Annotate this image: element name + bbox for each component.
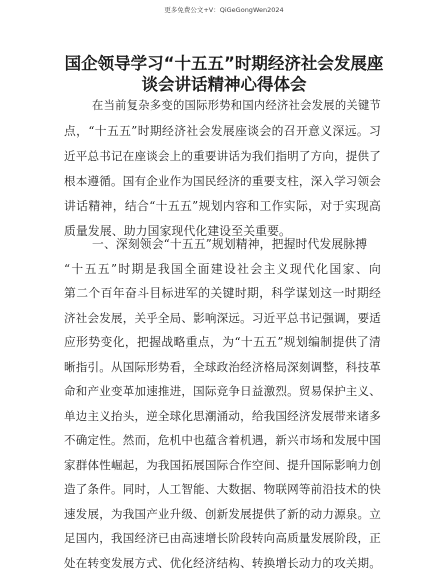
- text-line: 点，“十五五”时期经济社会发展座谈会的召开意义深远。习: [64, 124, 381, 138]
- text-line: 不确定性。然而，危机中也蕴含着机遇，新兴市场和发展中国: [64, 433, 381, 447]
- text-line: 近平总书记在座谈会上的重要讲话为我们指明了方向，提供了: [64, 149, 381, 163]
- text-line: 第二个百年奋斗目标进军的关键时期，科学谋划这一时期经: [64, 286, 381, 300]
- text-line: 讲话精神，结合“十五五”规划内容和工作实际，对于实现高: [64, 199, 381, 213]
- text-line: 在当前复杂多变的国际形势和国内经济社会发展的关键节: [92, 99, 381, 112]
- text-line: 晰指引。从国际形势看，全球政治经济格局深刻调整，科技革: [64, 360, 381, 374]
- text-line: 根本遵循。国有企业作为国民经济的重要支柱，深入学习领会: [64, 174, 381, 188]
- text-line: 足国内，我国经济已由高速增长阶段转向高质量发展阶段，正: [64, 531, 381, 545]
- text-line: 单边主义抬头，逆全球化思潮涌动，给我国经济发展带来诸多: [64, 409, 381, 423]
- text-line: 家群体性崛起，为我国拓展国际合作空间、提升国际影响力创: [64, 458, 381, 472]
- text-line: 命和产业变革加速推进，国际竞争日益激烈。贸易保护主义、: [64, 384, 381, 398]
- header-note: 更多免费公文+V：QiGeGongWen2024: [164, 6, 284, 14]
- document-title-line-2: 谈会讲话精神心得体会: [141, 75, 307, 94]
- text-line: 质量发展、助力国家现代化建设至关重要。: [64, 224, 291, 238]
- document-title-line-1: 国企领导学习“十五五”时期经济社会发展座: [64, 54, 384, 73]
- text-line: 应形势变化，把握战略重点，为“十五五”规划编制提供了清: [64, 335, 381, 349]
- text-line: 速发展，为我国产业升级、创新发展提供了新的动力源泉。立: [64, 507, 381, 521]
- text-line: 处在转变发展方式、优化经济结构、转换增长动力的攻关期。: [64, 556, 381, 570]
- text-line: 造了条件。同时，人工智能、大数据、物联网等前沿技术的快: [64, 482, 381, 496]
- section-heading-text: 一、深刻领会“十五五”规划精神，把握时代发展脉搏: [92, 237, 368, 251]
- text-line: “十五五”时期是我国全面建设社会主义现代化国家、向: [64, 262, 381, 276]
- text-line: 济社会发展，关乎全局、影响深远。习近平总书记强调，要适: [64, 311, 381, 325]
